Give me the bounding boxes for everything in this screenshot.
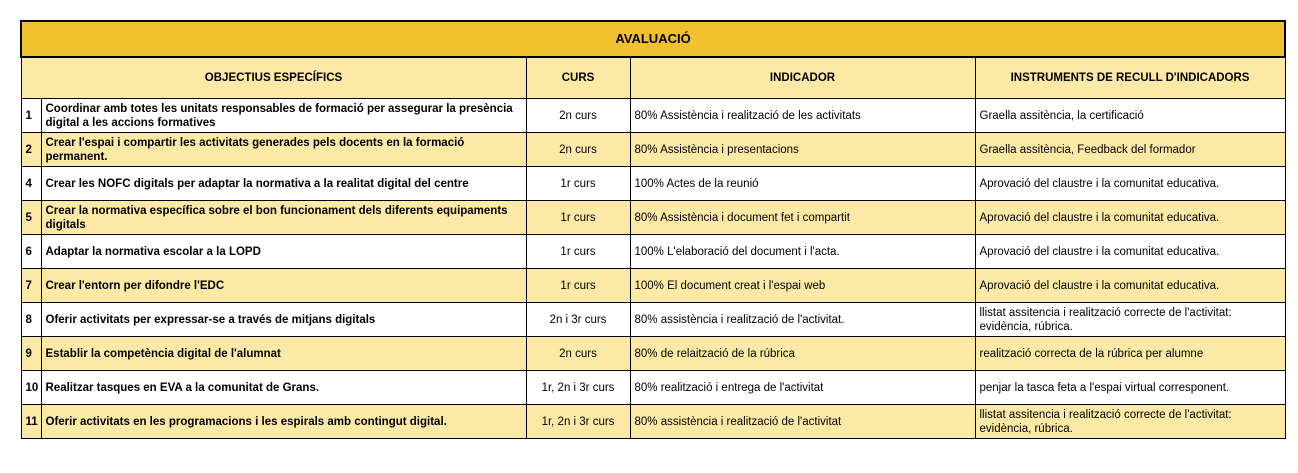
- row-curs: 1r curs: [526, 269, 630, 303]
- row-indicador: 80% de relaització de la rúbrica: [630, 337, 975, 371]
- row-instrument: Aprovació del claustre i la comunitat educativa.: [975, 201, 1285, 235]
- row-objectiu: Coordinar amb totes les unitats responsables de formació per assegurar la presència digital a les accions formatives: [41, 99, 526, 133]
- row-indicador: 80% assistència i realització de l'activitat.: [630, 303, 975, 337]
- row-number: 9: [21, 337, 41, 371]
- row-number: 6: [21, 235, 41, 269]
- header-objectius: OBJECTIUS ESPECÍFICS: [21, 57, 526, 99]
- row-indicador: 80% assistència i realització de l'activitat: [630, 405, 975, 439]
- row-indicador: 80% Assistència i realització de les activitats: [630, 99, 975, 133]
- row-instrument: Aprovació del claustre i la comunitat educativa.: [975, 167, 1285, 201]
- row-indicador: 100% L'elaboració del document i l'acta.: [630, 235, 975, 269]
- row-number: 11: [21, 405, 41, 439]
- row-number: 7: [21, 269, 41, 303]
- row-indicador: 80% Assistència i presentacions: [630, 133, 975, 167]
- row-number: 10: [21, 371, 41, 405]
- row-number: 4: [21, 167, 41, 201]
- row-curs: 1r curs: [526, 167, 630, 201]
- row-curs: 1r curs: [526, 201, 630, 235]
- table-row: [21, 133, 1285, 167]
- row-indicador: 100% El document creat i l'espai web: [630, 269, 975, 303]
- row-indicador: 80% realització i entrega de l'activitat: [630, 371, 975, 405]
- row-instrument: Graella assitència, Feedback del formador: [975, 133, 1285, 167]
- row-curs: 2n i 3r curs: [526, 303, 630, 337]
- row-indicador: 100% Actes de la reunió: [630, 167, 975, 201]
- header-indicador: INDICADOR: [630, 57, 975, 99]
- header-instruments: INSTRUMENTS DE RECULL D'INDICADORS: [975, 57, 1285, 99]
- row-instrument: Aprovació del claustre i la comunitat educativa.: [975, 269, 1285, 303]
- row-curs: 2n curs: [526, 99, 630, 133]
- row-instrument: llistat assitencia i realització correcte de l'activitat: evidència, rúbrica.: [975, 303, 1285, 337]
- row-objectiu: Crear l'espai i compartir les activitats generades pels docents en la formació permanent.: [41, 133, 526, 167]
- row-objectiu: Adaptar la normativa escolar a la LOPD: [41, 235, 526, 269]
- row-objectiu: Crear la normativa específica sobre el bon funcionament dels diferents equipaments digitals: [41, 201, 526, 235]
- row-indicador: 80% Assistència i document fet i compartit: [630, 201, 975, 235]
- row-objectiu: Oferir activitats en les programacions i les espirals amb contingut digital.: [41, 405, 526, 439]
- row-objectiu: Establir la competència digital de l'alumnat: [41, 337, 526, 371]
- row-curs: 2n curs: [526, 133, 630, 167]
- row-objectiu: Crear l'entorn per difondre l'EDC: [41, 269, 526, 303]
- row-curs: 1r, 2n i 3r curs: [526, 405, 630, 439]
- row-number: 5: [21, 201, 41, 235]
- table-row: [21, 337, 1285, 371]
- table-row: [21, 235, 1285, 269]
- row-objectiu: Realitzar tasques en EVA a la comunitat de Grans.: [41, 371, 526, 405]
- row-instrument: penjar la tasca feta a l'espai virtual corresponent.: [975, 371, 1285, 405]
- row-instrument: realització correcta de la rúbrica per alumne: [975, 337, 1285, 371]
- row-curs: 1r curs: [526, 235, 630, 269]
- row-instrument: Aprovació del claustre i la comunitat educativa.: [975, 235, 1285, 269]
- row-objectiu: Oferir activitats per expressar-se a través de mitjans digitals: [41, 303, 526, 337]
- row-instrument: Graella assitència, la certificació: [975, 99, 1285, 133]
- evaluation-table: [20, 20, 1286, 439]
- table-row: [21, 269, 1285, 303]
- row-instrument: llistat assitencia i realització correcte de l'activitat: evidència, rúbrica.: [975, 405, 1285, 439]
- row-number: 2: [21, 133, 41, 167]
- row-curs: 1r, 2n i 3r curs: [526, 371, 630, 405]
- row-number: 8: [21, 303, 41, 337]
- table-row: [21, 303, 1285, 337]
- table-row: [21, 201, 1285, 235]
- header-curs: CURS: [526, 57, 630, 99]
- table-title: AVALUACIÓ: [21, 21, 1285, 57]
- row-number: 1: [21, 99, 41, 133]
- table-row: [21, 405, 1285, 439]
- table-row: [21, 99, 1285, 133]
- table-row: [21, 167, 1285, 201]
- row-curs: 2n curs: [526, 337, 630, 371]
- table-row: [21, 371, 1285, 405]
- row-objectiu: Crear les NOFC digitals per adaptar la normativa a la realitat digital del centre: [41, 167, 526, 201]
